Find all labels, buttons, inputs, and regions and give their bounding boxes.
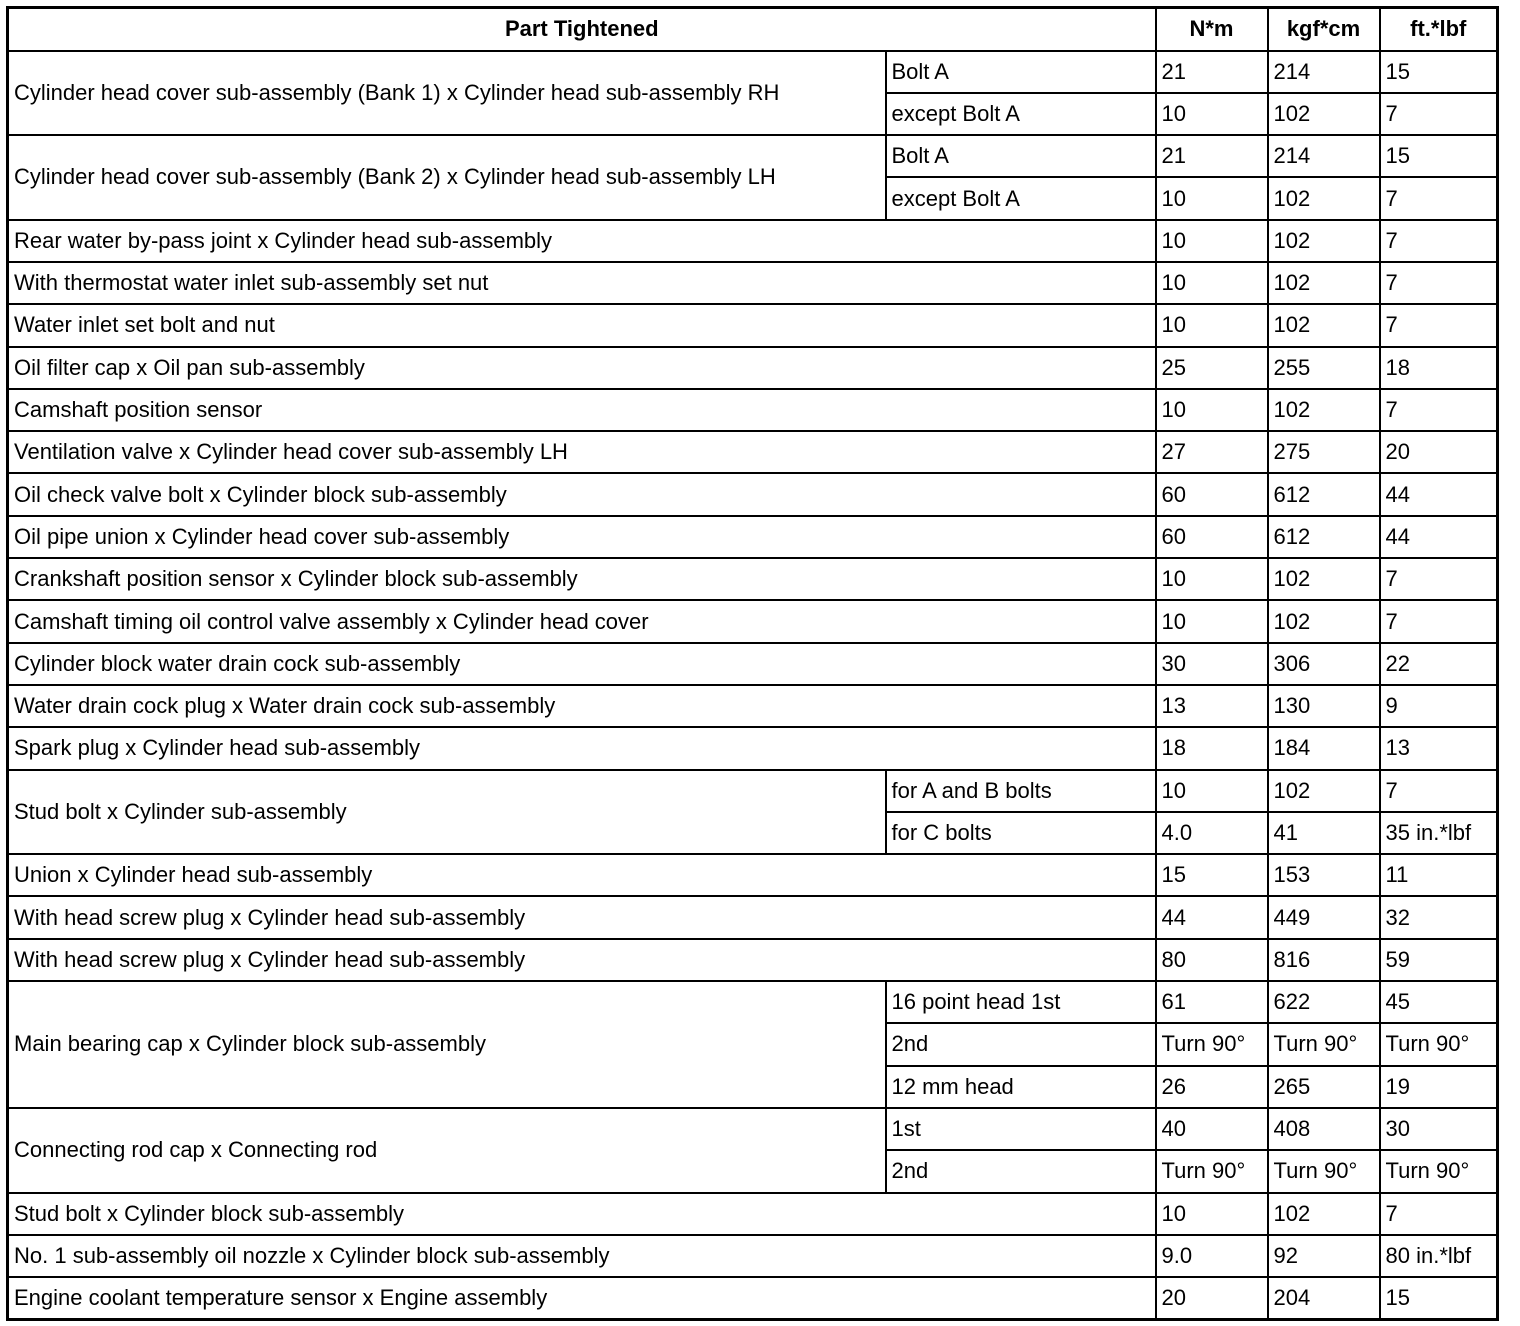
condition-cell: except Bolt A [886,93,1156,135]
part-cell: Connecting rod cap x Connecting rod [8,1108,886,1193]
torque-nm-cell: Turn 90° [1156,1150,1268,1192]
torque-nm-cell: 10 [1156,558,1268,600]
torque-nm-cell: 18 [1156,727,1268,769]
torque-ft-lbf-cell: 44 [1380,516,1498,558]
torque-kgf-cm-cell: 214 [1268,135,1380,177]
torque-kgf-cm-cell: 102 [1268,558,1380,600]
torque-nm-cell: 25 [1156,347,1268,389]
torque-nm-cell: 10 [1156,770,1268,812]
torque-nm-cell: 4.0 [1156,812,1268,854]
torque-nm-cell: 60 [1156,473,1268,515]
torque-ft-lbf-cell: 7 [1380,220,1498,262]
condition-cell: 2nd [886,1150,1156,1192]
condition-cell: Bolt A [886,135,1156,177]
table-row [8,1193,1498,1235]
torque-kgf-cm-cell: 102 [1268,600,1380,642]
torque-ft-lbf-cell: Turn 90° [1380,1150,1498,1192]
torque-nm-cell: 10 [1156,262,1268,304]
table-row [8,473,1498,515]
table-row [8,1235,1498,1277]
condition-cell: 16 point head 1st [886,981,1156,1023]
table-row [8,770,1498,812]
torque-nm-cell: 10 [1156,93,1268,135]
torque-kgf-cm-cell: 102 [1268,177,1380,219]
torque-ft-lbf-cell: 59 [1380,939,1498,981]
table-row [8,389,1498,431]
torque-nm-cell: 20 [1156,1277,1268,1319]
part-cell: Oil filter cap x Oil pan sub-assembly [8,347,1156,389]
part-cell: Cylinder head cover sub-assembly (Bank 1) x Cylinder head sub-assembly RH [8,51,886,136]
torque-ft-lbf-cell: 19 [1380,1066,1498,1108]
torque-nm-cell: 44 [1156,896,1268,938]
torque-nm-cell: 10 [1156,1193,1268,1235]
torque-ft-lbf-cell: Turn 90° [1380,1023,1498,1065]
torque-ft-lbf-cell: 30 [1380,1108,1498,1150]
torque-nm-cell: 21 [1156,51,1268,93]
torque-kgf-cm-cell: 204 [1268,1277,1380,1319]
part-cell: With head screw plug x Cylinder head sub-assembly [8,896,1156,938]
torque-ft-lbf-cell: 18 [1380,347,1498,389]
torque-kgf-cm-cell: 102 [1268,389,1380,431]
torque-kgf-cm-cell: 408 [1268,1108,1380,1150]
torque-kgf-cm-cell: Turn 90° [1268,1150,1380,1192]
torque-kgf-cm-cell: 816 [1268,939,1380,981]
part-cell: Engine coolant temperature sensor x Engine assembly [8,1277,1156,1319]
torque-kgf-cm-cell: 214 [1268,51,1380,93]
condition-cell: for C bolts [886,812,1156,854]
torque-nm-cell: 10 [1156,220,1268,262]
torque-ft-lbf-cell: 15 [1380,1277,1498,1319]
torque-ft-lbf-cell: 13 [1380,727,1498,769]
torque-nm-cell: 21 [1156,135,1268,177]
part-cell: Stud bolt x Cylinder sub-assembly [8,770,886,855]
part-cell: Water drain cock plug x Water drain cock sub-assembly [8,685,1156,727]
torque-ft-lbf-cell: 22 [1380,643,1498,685]
table-row [8,431,1498,473]
header-row [8,8,1498,51]
torque-kgf-cm-cell: 612 [1268,473,1380,515]
part-cell: Main bearing cap x Cylinder block sub-assembly [8,981,886,1108]
torque-ft-lbf-cell: 7 [1380,304,1498,346]
torque-ft-lbf-cell: 7 [1380,770,1498,812]
torque-kgf-cm-cell: 612 [1268,516,1380,558]
torque-nm-cell: 10 [1156,389,1268,431]
part-cell: Spark plug x Cylinder head sub-assembly [8,727,1156,769]
torque-kgf-cm-cell: 265 [1268,1066,1380,1108]
torque-ft-lbf-cell: 7 [1380,177,1498,219]
torque-kgf-cm-cell: 102 [1268,1193,1380,1235]
torque-ft-lbf-cell: 7 [1380,93,1498,135]
torque-ft-lbf-cell: 45 [1380,981,1498,1023]
part-cell: Camshaft position sensor [8,389,1156,431]
torque-nm-cell: 27 [1156,431,1268,473]
part-cell: Ventilation valve x Cylinder head cover sub-assembly LH [8,431,1156,473]
table-row [8,262,1498,304]
part-cell: With thermostat water inlet sub-assembly set nut [8,262,1156,304]
torque-ft-lbf-cell: 80 in.*lbf [1380,1235,1498,1277]
torque-ft-lbf-cell: 32 [1380,896,1498,938]
table-row [8,135,1498,177]
torque-kgf-cm-cell: 102 [1268,770,1380,812]
torque-kgf-cm-cell: 184 [1268,727,1380,769]
table-row [8,51,1498,93]
condition-cell: except Bolt A [886,177,1156,219]
condition-cell: 1st [886,1108,1156,1150]
torque-kgf-cm-cell: 275 [1268,431,1380,473]
table-row [8,981,1498,1023]
part-cell: No. 1 sub-assembly oil nozzle x Cylinder block sub-assembly [8,1235,1156,1277]
torque-kgf-cm-cell: 449 [1268,896,1380,938]
table-row [8,727,1498,769]
torque-nm-cell: 26 [1156,1066,1268,1108]
torque-kgf-cm-cell: 102 [1268,262,1380,304]
table-row [8,304,1498,346]
table-row [8,685,1498,727]
torque-ft-lbf-cell: 15 [1380,135,1498,177]
torque-nm-cell: 10 [1156,600,1268,642]
torque-ft-lbf-cell: 7 [1380,389,1498,431]
torque-nm-cell: 13 [1156,685,1268,727]
torque-ft-lbf-cell: 20 [1380,431,1498,473]
torque-ft-lbf-cell: 15 [1380,51,1498,93]
condition-cell: 2nd [886,1023,1156,1065]
torque-ft-lbf-cell: 11 [1380,854,1498,896]
torque-kgf-cm-cell: 102 [1268,220,1380,262]
table-row [8,347,1498,389]
table-row [8,558,1498,600]
torque-kgf-cm-cell: 130 [1268,685,1380,727]
torque-ft-lbf-cell: 9 [1380,685,1498,727]
part-cell: Stud bolt x Cylinder block sub-assembly [8,1193,1156,1235]
table-row [8,643,1498,685]
table-row [8,1277,1498,1319]
header-kgf-cm: kgf*cm [1268,8,1380,51]
torque-nm-cell: 40 [1156,1108,1268,1150]
table-row [8,516,1498,558]
torque-kgf-cm-cell: 102 [1268,304,1380,346]
table-row [8,854,1498,896]
torque-ft-lbf-cell: 7 [1380,558,1498,600]
torque-nm-cell: 80 [1156,939,1268,981]
table-row [8,600,1498,642]
torque-ft-lbf-cell: 7 [1380,262,1498,304]
table-row [8,896,1498,938]
part-cell: Rear water by-pass joint x Cylinder head sub-assembly [8,220,1156,262]
torque-kgf-cm-cell: 153 [1268,854,1380,896]
header-part-tightened: Part Tightened [8,8,1156,51]
torque-kgf-cm-cell: 41 [1268,812,1380,854]
torque-nm-cell: 60 [1156,516,1268,558]
table-row [8,939,1498,981]
table-row [8,220,1498,262]
part-cell: Cylinder block water drain cock sub-assembly [8,643,1156,685]
part-cell: Oil pipe union x Cylinder head cover sub-assembly [8,516,1156,558]
part-cell: Union x Cylinder head sub-assembly [8,854,1156,896]
part-cell: Oil check valve bolt x Cylinder block sub-assembly [8,473,1156,515]
torque-ft-lbf-cell: 7 [1380,600,1498,642]
part-cell: Cylinder head cover sub-assembly (Bank 2) x Cylinder head sub-assembly LH [8,135,886,220]
condition-cell: Bolt A [886,51,1156,93]
torque-nm-cell: 9.0 [1156,1235,1268,1277]
torque-nm-cell: Turn 90° [1156,1023,1268,1065]
part-cell: With head screw plug x Cylinder head sub-assembly [8,939,1156,981]
part-cell: Crankshaft position sensor x Cylinder block sub-assembly [8,558,1156,600]
torque-nm-cell: 30 [1156,643,1268,685]
torque-kgf-cm-cell: 92 [1268,1235,1380,1277]
torque-nm-cell: 10 [1156,177,1268,219]
header-ft-lbf: ft.*lbf [1380,8,1498,51]
table-row [8,1108,1498,1150]
torque-kgf-cm-cell: 622 [1268,981,1380,1023]
torque-nm-cell: 10 [1156,304,1268,346]
table-body [8,51,1498,1320]
condition-cell: for A and B bolts [886,770,1156,812]
header-nm: N*m [1156,8,1268,51]
condition-cell: 12 mm head [886,1066,1156,1108]
torque-ft-lbf-cell: 7 [1380,1193,1498,1235]
torque-kgf-cm-cell: Turn 90° [1268,1023,1380,1065]
torque-ft-lbf-cell: 44 [1380,473,1498,515]
torque-kgf-cm-cell: 255 [1268,347,1380,389]
torque-spec-table [6,6,1499,1321]
torque-kgf-cm-cell: 102 [1268,93,1380,135]
part-cell: Camshaft timing oil control valve assembly x Cylinder head cover [8,600,1156,642]
part-cell: Water inlet set bolt and nut [8,304,1156,346]
torque-kgf-cm-cell: 306 [1268,643,1380,685]
torque-nm-cell: 15 [1156,854,1268,896]
torque-nm-cell: 61 [1156,981,1268,1023]
torque-ft-lbf-cell: 35 in.*lbf [1380,812,1498,854]
